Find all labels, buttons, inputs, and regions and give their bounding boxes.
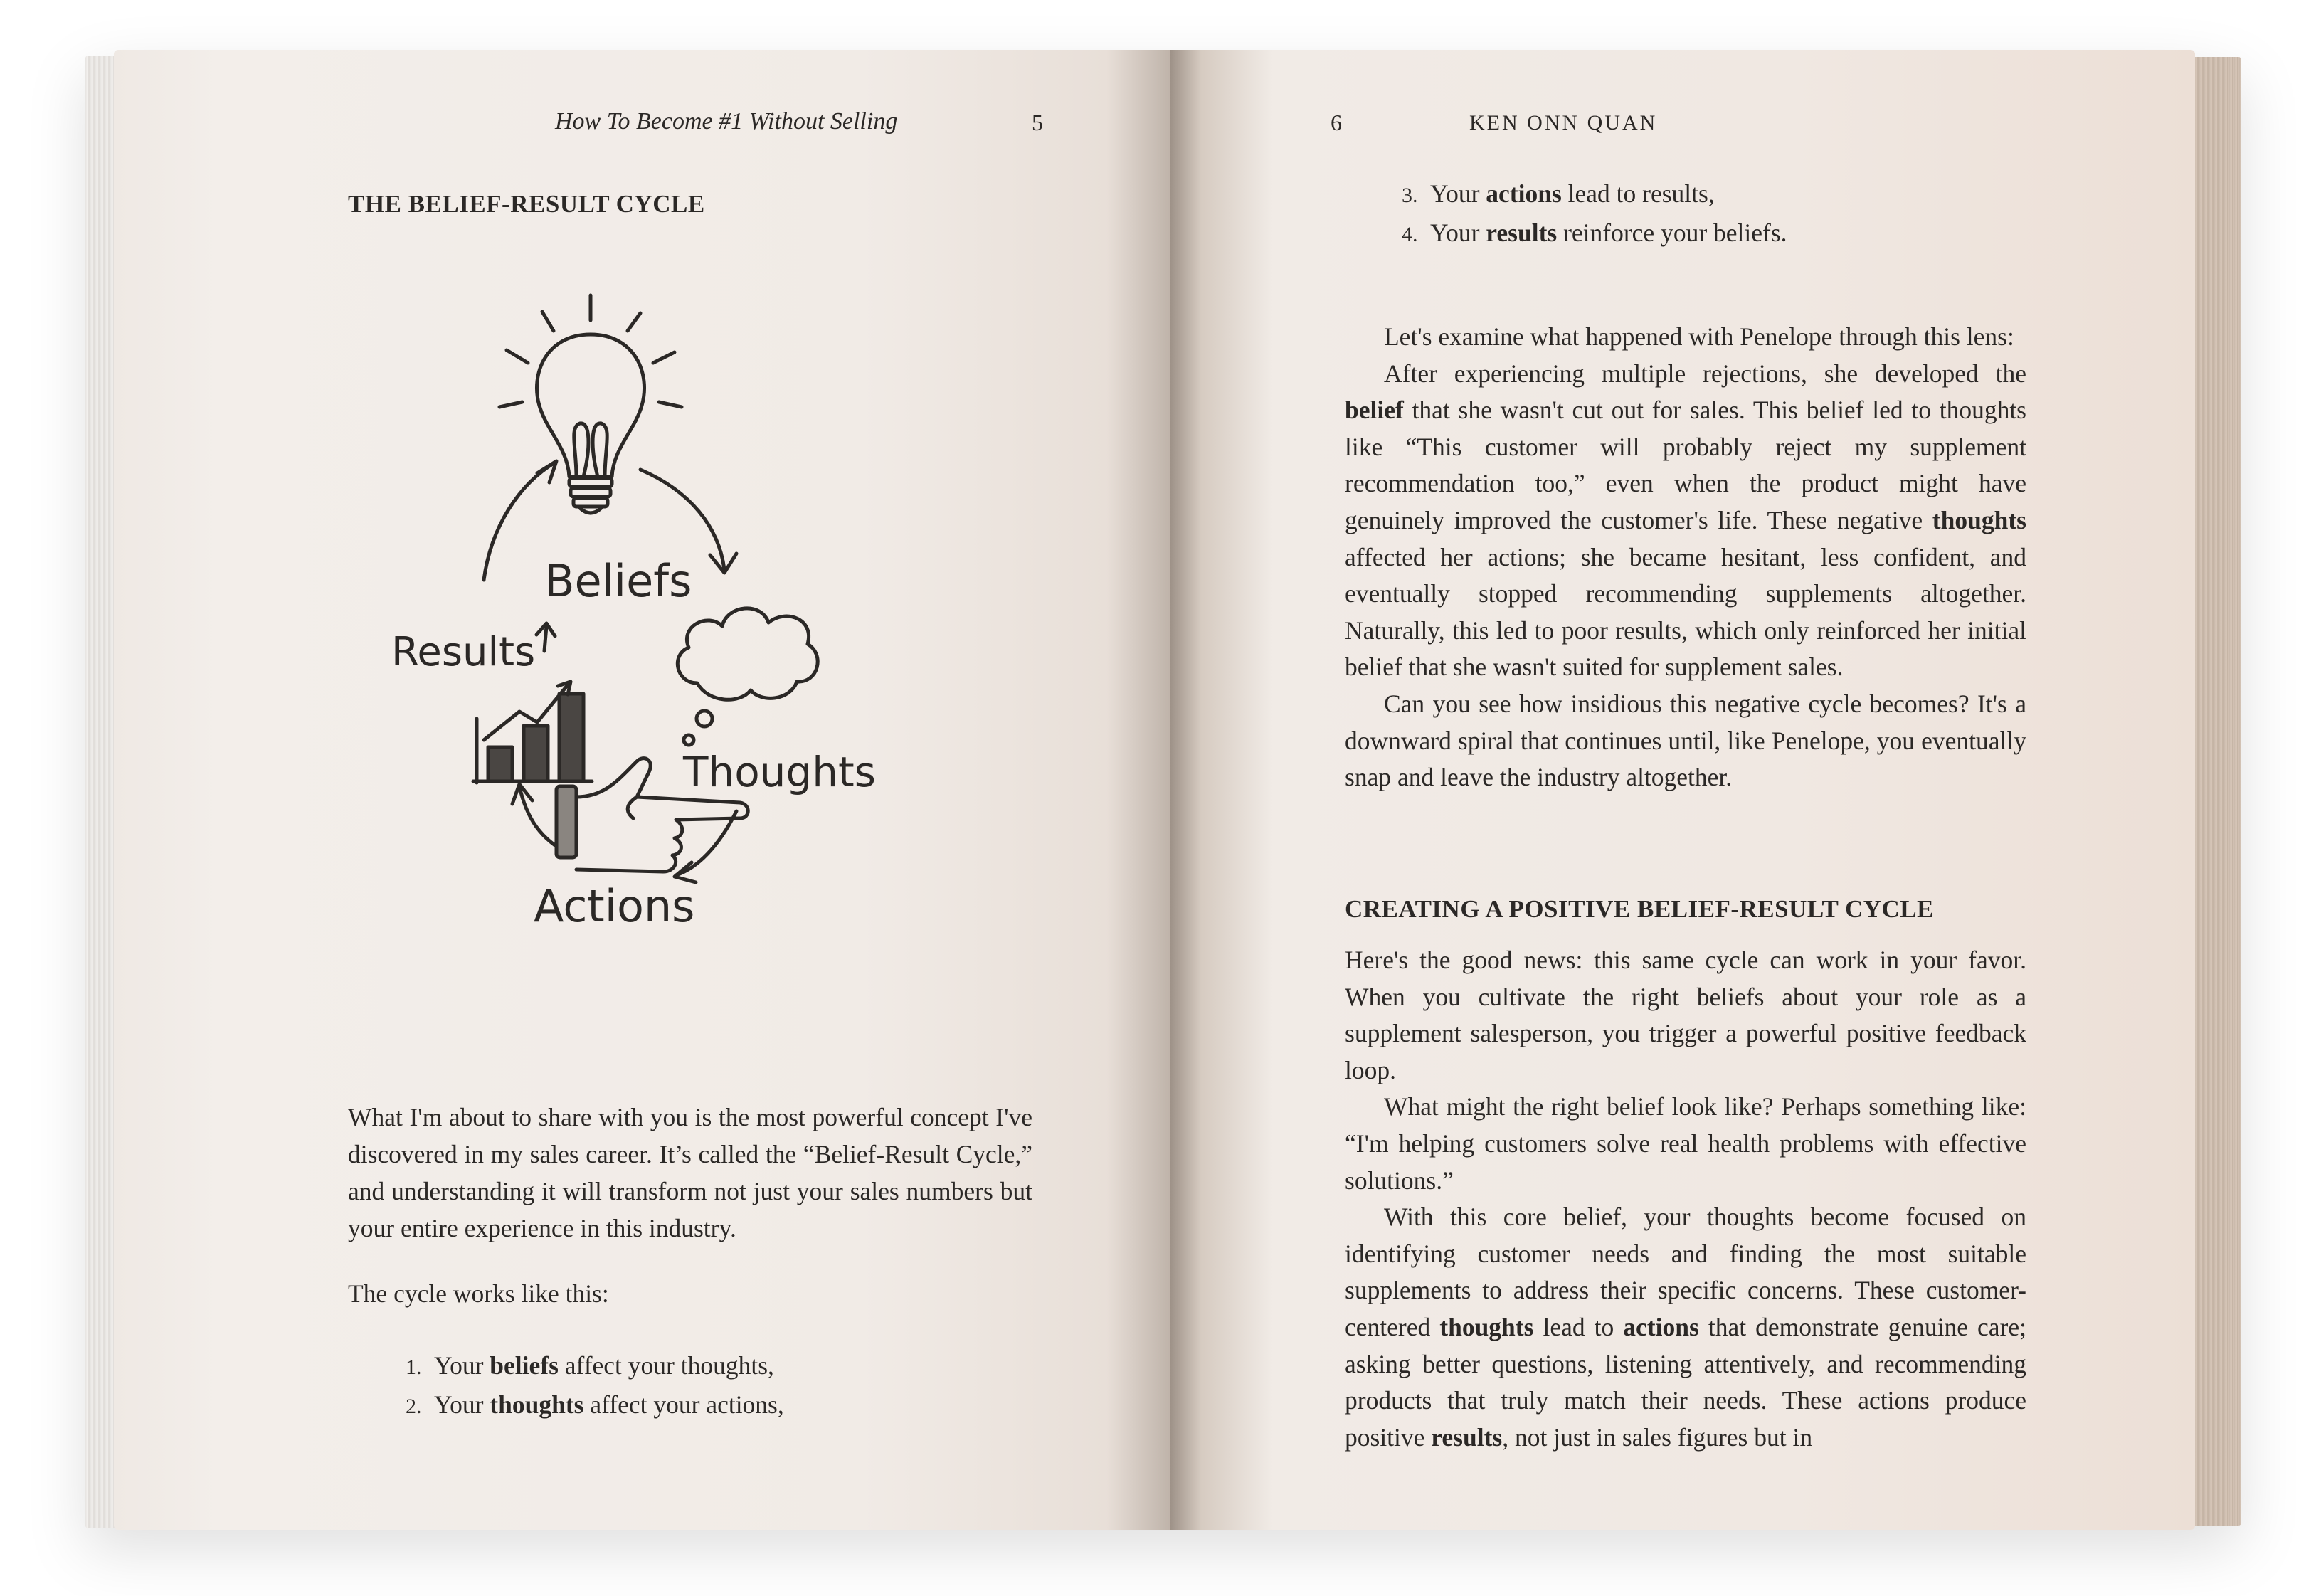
running-author: KEN ONN QUAN	[1469, 111, 1658, 134]
paragraph-core-belief: With this core belief, your thoughts become focused on identifying customer needs and finding the most suitable supplements to address their specific concerns. These customer-centered thoughts lead to actions that demonstrate genuine care; asking better questions, listening attentively, and recommending products that truly match their needs. These actions produce positive results, not just in sales figures but in	[1345, 1203, 2026, 1452]
page-number-left: 5	[1032, 110, 1043, 135]
cycle-list-right	[1402, 175, 1787, 253]
list-item: 2. Your thoughts affect your actions,	[406, 1390, 784, 1419]
label-actions: Actions	[534, 880, 695, 932]
paragraph-rejections: After experiencing multiple rejections, she developed the belief that she wasn't cut out for sales. This belief led to thoughts like “This customer will probably reject my supplement recommendation too,” even when the product might have genuinely improved the customer's life. These negative thoughts affected her actions; she became hesitant, less confident, and eventually stopped recommending supplements altogether. Naturally, this led to poor results, which only reinforced her initial belief that she wasn't suited for supplement sales.	[1345, 359, 2026, 682]
right-page	[1170, 50, 2195, 1530]
left-page	[114, 50, 1181, 1530]
list-item: 1. Your beliefs affect your thoughts,	[406, 1351, 774, 1380]
lightbulb-icon	[499, 295, 682, 513]
page-number-right: 6	[1331, 110, 1342, 135]
list-item: 3. Your actions lead to results,	[1402, 179, 1715, 208]
paragraph-right-belief: What might the right belief look like? Perhaps something like: “I'm helping customers solve real health problems with effective solutions.”	[1345, 1092, 2026, 1195]
paragraph-examine: Let's examine what happened with Penelope through this lens:	[1384, 322, 2014, 351]
cycle-list-left	[406, 1347, 784, 1425]
paragraph-good-news: Here's the good news: this same cycle can work in your favor. When you cultivate the right beliefs about your role as a supplement salesperson, you trigger a powerful positive feedback loop.	[1345, 946, 2026, 1084]
label-results: Results	[391, 629, 536, 675]
section-heading-positive-cycle: CREATING A POSITIVE BELIEF-RESULT CYCLE	[1345, 895, 1934, 923]
list-item: 4. Your results reinforce your beliefs.	[1402, 218, 1787, 247]
section-heading-belief-result-cycle: THE BELIEF-RESULT CYCLE	[348, 190, 705, 218]
belief-result-cycle-diagram	[391, 256, 946, 953]
penelope-section	[1345, 319, 2026, 796]
paragraph-intro: What I'm about to share with you is the most powerful concept I've discovered in my sales career. It’s called the “Belief-Result Cycle,” and understanding it will transform not just your sales numbers but your entire experience in this industry.	[348, 1103, 1032, 1242]
running-title: How To Become #1 Without Selling	[555, 108, 898, 134]
label-thoughts: Thoughts	[683, 748, 876, 796]
open-book	[85, 50, 2241, 1530]
paragraph-insidious: Can you see how insidious this negative cycle becomes? It's a downward spiral that continues until, like Penelope, you eventually snap and leave the industry altogether.	[1345, 689, 2026, 792]
positive-cycle-section	[1345, 942, 2026, 1456]
paragraph-cycle-works: The cycle works like this:	[348, 1279, 609, 1308]
label-beliefs: Beliefs	[544, 555, 692, 607]
thought-cloud-icon	[677, 608, 818, 745]
